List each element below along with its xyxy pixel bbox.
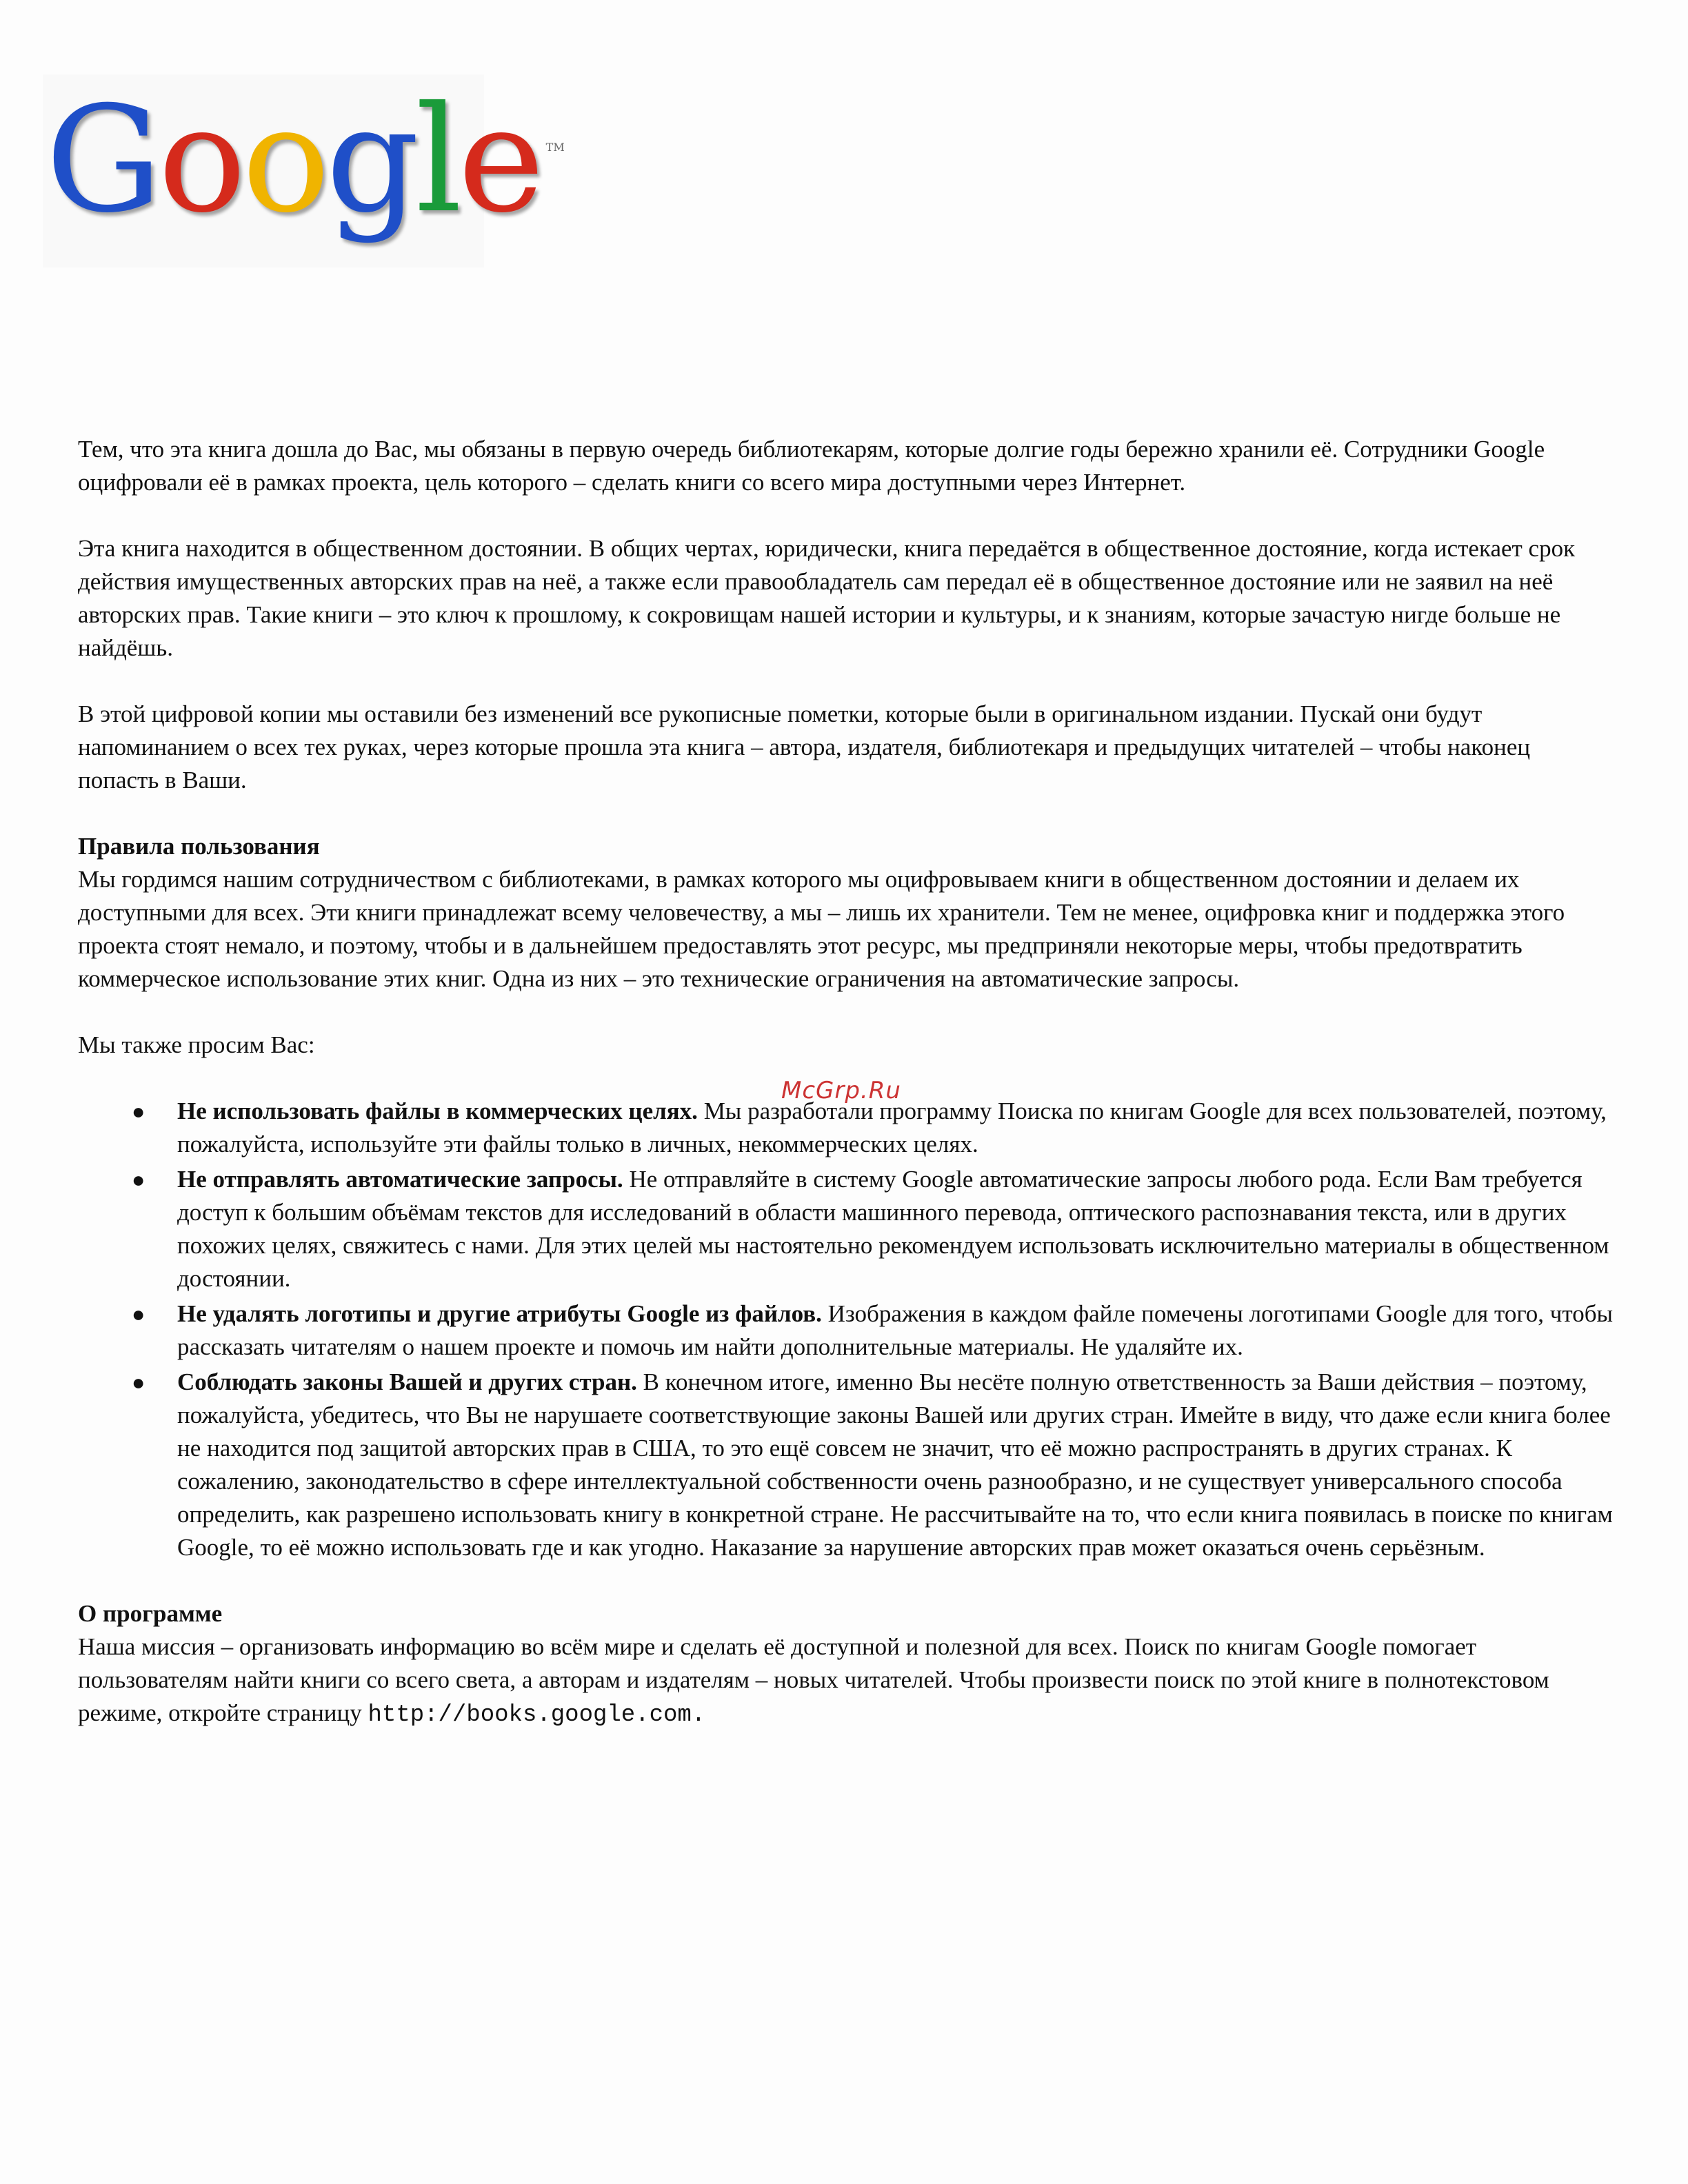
list-item [78, 1366, 1616, 1564]
about-text: Наша миссия – организовать информацию во всём мире и сделать её доступной и полезной для всех. Поиск по книгам Google помогает пользователям найти книги со всего света, а авторам и издателям – новых читателей. Чтобы произвести поиск по этой книге в полнотекстовом режиме, откройте страницу [78, 1633, 1549, 1726]
logo-letter: e [458, 74, 541, 245]
logo-letter: g [325, 74, 416, 245]
rules-heading: Правила пользования [78, 833, 320, 860]
bullet-icon: ● [132, 1167, 145, 1192]
watermark: McGrp.Ru [781, 1077, 901, 1104]
rule-text: Изображения в каждом файле помечены логотипами Google для того, чтобы рассказать читателям о нашем проекте и помочь им найти дополнительные материалы. Не удаляйте их. [177, 1300, 1614, 1360]
bullet-icon: ● [132, 1099, 145, 1124]
rules-section [78, 830, 1616, 995]
about-heading: О программе [78, 1600, 223, 1627]
rule-title: Не отправлять автоматические запросы. [177, 1166, 623, 1193]
rule-text: Мы разработали программу Поиска по книгам Google для всех пользователей, поэтому, пожалуйста, используйте эти файлы только в личных, некоммерческих целях. [177, 1098, 1607, 1157]
logo-letter: o [242, 74, 326, 245]
intro-paragraph-3: В этой цифровой копии мы оставили без изменений все рукописные пометки, которые были в оригинальном издании. Пускай они будут напоминанием о всех тех руках, через которые прошла эта книга – автора, издателя, библиотекаря и предыдущих читателей – чтобы наконец попасть в Ваши. [78, 700, 1531, 793]
rules-list [78, 1095, 1616, 1564]
logo-letter: G [46, 74, 159, 245]
list-item [78, 1297, 1616, 1364]
intro-paragraph-2: Эта книга находится в общественном достоянии. В общих чертах, юридически, книга передаётся в общественное достояние, когда истекает срок действия имущественных авторских прав на неё, а также если правообладатель сам передал её в общественное достояние или не заявил на неё авторских прав. Такие книги – это ключ к прошлому, к сокровищам нашей истории и культуры, и к знаниям, которые зачастую нигде больше не найдёшь. [78, 535, 1576, 661]
rule-text: Не отправляйте в систему Google автоматические запросы любого рода. Если Вам требуется доступ к большим объёмам текстов для исследований в области машинного перевода, оптического распознавания текста, или в других похожих целях, свяжитесь с нами. Для этих целей мы настоятельно рекомендуем использовать исключительно материалы в общественном достоянии. [177, 1166, 1609, 1292]
rule-title: Не использовать файлы в коммерческих целях. [177, 1098, 698, 1124]
bullet-icon: ● [132, 1370, 145, 1395]
trademark-mark: TM [545, 141, 565, 154]
books-url-link[interactable]: http://books.google.com. [368, 1702, 706, 1728]
logo-letter: l [415, 74, 459, 245]
intro-paragraph-1: Тем, что эта книга дошла до Вас, мы обязаны в первую очередь библиотекарям, которые долгие годы бережно хранили её. Сотрудники Google оцифровали её в рамках проекта, цель которого – сделать книги со всего мира доступными через Интернет. [78, 436, 1545, 496]
ask-line: Мы также просим Вас: [78, 1031, 315, 1058]
rule-title: Соблюдать законы Вашей и других стран. [177, 1368, 637, 1395]
list-item [78, 1095, 1616, 1161]
rule-text: В конечном итоге, именно Вы несёте полную ответственность за Ваши действия – поэтому, пожалуйста, убедитесь, что Вы не нарушаете соответствующие законы Вашей или других стран. Имейте в виду, что даже если книга более не находится под защитой авторских прав в США, то это ещё совсем не значит, что её можно распространять в других странах. К сожалению, законодательство в сфере интеллектуальной собственности очень разнообразно, и не существует универсального способа определить, как разрешено использовать книгу в конкретной стране. Не рассчитывайте на то, что если книга появилась в поиске по книгам Google, то её можно использовать где и как угодно. Наказание за нарушение авторских прав может оказаться очень серьёзным. [177, 1368, 1613, 1561]
rule-title: Не удалять логотипы и другие атрибуты Google из файлов. [177, 1300, 822, 1327]
logo-letter: o [158, 74, 242, 245]
rules-text: Мы гордимся нашим сотрудничеством с библиотеками, в рамках которого мы оцифровываем книги в общественном достоянии и делаем их доступными для всех. Эти книги принадлежат всему человечеству, а мы – лишь их хранители. Тем не менее, оцифровка книг и поддержка этого проекта стоят немало, и поэтому, чтобы и в дальнейшем предоставлять этот ресурс, мы предприняли некоторые меры, чтобы предотвратить коммерческое использование этих книг. Одна из них – это технические ограничения на автоматические запросы. [78, 866, 1565, 992]
logo-area [43, 74, 565, 267]
list-item [78, 1163, 1616, 1295]
about-section [78, 1597, 1616, 1732]
bullet-icon: ● [132, 1302, 145, 1326]
google-logo [46, 74, 565, 245]
